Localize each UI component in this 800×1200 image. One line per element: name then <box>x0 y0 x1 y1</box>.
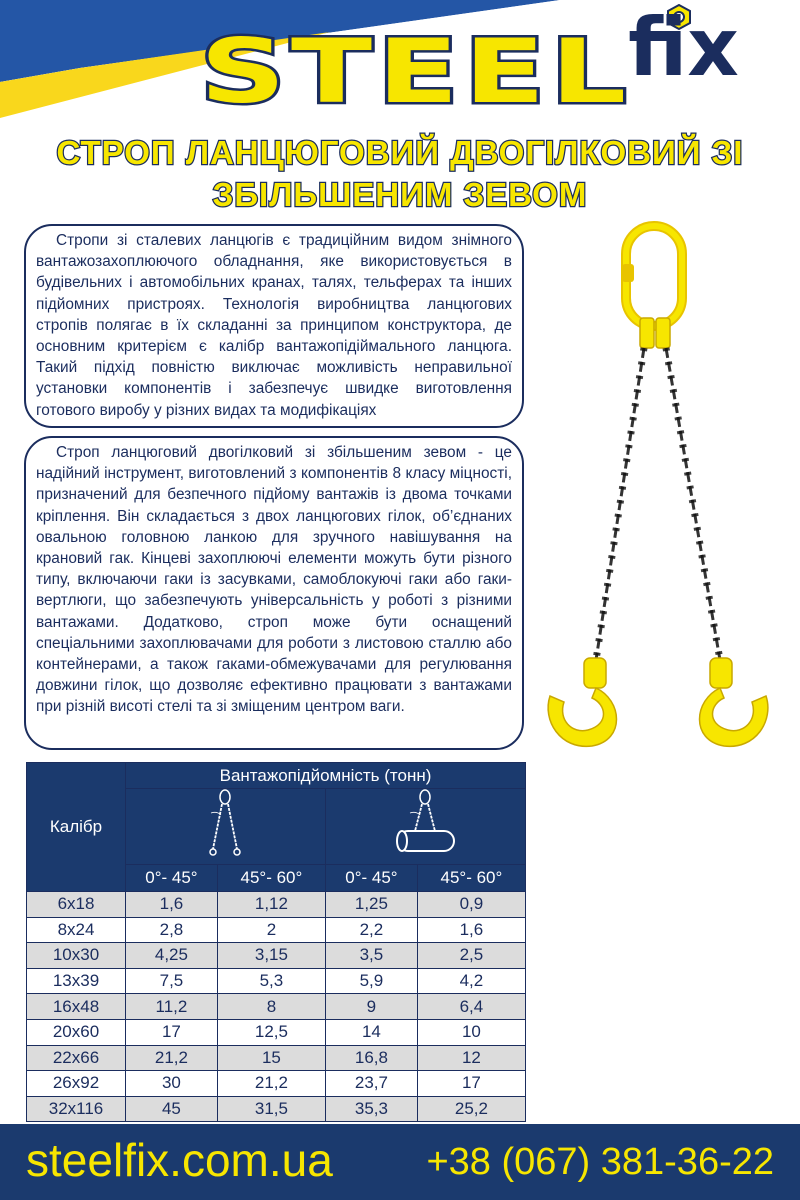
value-cell: 12 <box>417 1045 525 1071</box>
caliber-cell: 16x48 <box>27 994 126 1020</box>
footer <box>0 1124 800 1200</box>
value-cell: 31,5 <box>217 1096 325 1122</box>
angle-header-3: 0°- 45° <box>325 865 417 892</box>
table-row <box>27 1045 526 1071</box>
value-cell: 1,6 <box>126 892 218 918</box>
intro-paragraph: Стропи зі сталевих ланцюгів є традиційним видом знімного вантажозахоплюючого обладнання, яке використовується в будівельних і автомобільних кранах, талях, тельферах та інших підйомних пристроях. Технологія виробництва ланцюгових стропів полягає в їх складанні за принципом конструктора, де основним критерієм є калібр вантажопідіймального ланцюга. Такий підхід повністю виключає можливість неправильної установки компонентів і забезпечує швидке виготовлення готового виробу у різних видах та модифікаціях <box>24 224 524 428</box>
value-cell: 21,2 <box>126 1045 218 1071</box>
two-leg-sling-diagram-icon <box>195 789 255 859</box>
logo-fix-text: fix <box>628 1 739 94</box>
value-cell: 8 <box>217 994 325 1020</box>
value-cell: 4,2 <box>417 968 525 994</box>
value-cell: 9 <box>325 994 417 1020</box>
direct-lift-column-header <box>126 789 326 865</box>
value-cell: 7,5 <box>126 968 218 994</box>
value-cell: 2,2 <box>325 917 417 943</box>
title-line-2: ЗБІЛЬШЕНИМ ЗЕВОМ <box>212 176 588 213</box>
value-cell: 0,9 <box>417 892 525 918</box>
table-row <box>27 943 526 969</box>
caliber-cell: 20x60 <box>27 1019 126 1045</box>
table-row <box>27 1019 526 1045</box>
angle-header-1: 0°- 45° <box>126 865 218 892</box>
value-cell: 17 <box>126 1019 218 1045</box>
table-row <box>27 968 526 994</box>
caliber-header: Калібр <box>27 763 126 892</box>
right-chain <box>666 348 720 660</box>
value-cell: 30 <box>126 1071 218 1097</box>
choke-lift-column-header <box>325 789 525 865</box>
caliber-cell: 32x116 <box>27 1096 126 1122</box>
value-cell: 5,3 <box>217 968 325 994</box>
chain-sling-illustration <box>530 220 790 760</box>
value-cell: 2 <box>217 917 325 943</box>
value-cell: 14 <box>325 1019 417 1045</box>
capacity-header: Вантажопідйомність (тонн) <box>126 763 526 789</box>
value-cell: 12,5 <box>217 1019 325 1045</box>
value-cell: 2,8 <box>126 917 218 943</box>
value-cell: 2,5 <box>417 943 525 969</box>
table-row <box>27 1071 526 1097</box>
value-cell: 1,6 <box>417 917 525 943</box>
value-cell: 11,2 <box>126 994 218 1020</box>
value-cell: 35,3 <box>325 1096 417 1122</box>
website-link[interactable]: steelfix.com.ua <box>26 1134 333 1186</box>
caliber-cell: 26x92 <box>27 1071 126 1097</box>
table-row <box>27 917 526 943</box>
header <box>0 0 800 125</box>
value-cell: 21,2 <box>217 1071 325 1097</box>
value-cell: 16,8 <box>325 1045 417 1071</box>
phone-number[interactable]: +38 (067) 381-36-22 <box>426 1141 774 1183</box>
caliber-cell: 8x24 <box>27 917 126 943</box>
angle-header-4: 45°- 60° <box>417 865 525 892</box>
left-hook-icon <box>548 658 616 746</box>
value-cell: 3,5 <box>325 943 417 969</box>
value-cell: 15 <box>217 1045 325 1071</box>
sling-with-pipe-diagram-icon <box>390 789 460 859</box>
value-cell: 4,25 <box>126 943 218 969</box>
left-chain <box>596 348 644 660</box>
title-line-1: СТРОП ЛАНЦЮГОВИЙ ДВОГІЛКОВИЙ ЗІ <box>56 134 744 171</box>
value-cell: 17 <box>417 1071 525 1097</box>
value-cell: 3,15 <box>217 943 325 969</box>
value-cell: 45 <box>126 1096 218 1122</box>
caliber-cell: 13x39 <box>27 968 126 994</box>
angle-header-2: 45°- 60° <box>217 865 325 892</box>
capacity-table <box>26 762 526 1122</box>
value-cell: 25,2 <box>417 1096 525 1122</box>
table-row <box>27 994 526 1020</box>
description-paragraph: Строп ланцюговий двогілковий зі збільшеним зевом - це надійний інструмент, виготовлений з компонентів 8 класу міцності, призначений для безпечного підйому вантажів із двома точками кріплення. Він складається з двох ланцюгових гілок, об’єднаних овальною головною ланкою для зручного навішування на крановий гак. Кінцеві захоплюючі елементи можуть бути різного типу, включаючи гаки із засувками, самоблокуючі гаки або гаки-вертлюги, що забезпечують універсальність у роботі з різними вантажами. Додатково, строп може бути оснащений спеціальними захоплювачами для роботи з листовою сталлю або контейнерами, а також гаками-обмежувачами для регулювання довжини гілок, що дозволяє ефективно працювати з вантажами при різній висоті стелі та зі зміщеним центром ваги. <box>24 436 524 750</box>
table-row <box>27 1096 526 1122</box>
value-cell: 1,25 <box>325 892 417 918</box>
caliber-cell: 10x30 <box>27 943 126 969</box>
value-cell: 1,12 <box>217 892 325 918</box>
value-cell: 10 <box>417 1019 525 1045</box>
table-row <box>27 892 526 918</box>
value-cell: 5,9 <box>325 968 417 994</box>
right-hook-icon <box>700 658 768 746</box>
caliber-cell: 6x18 <box>27 892 126 918</box>
value-cell: 23,7 <box>325 1071 417 1097</box>
caliber-cell: 22x66 <box>27 1045 126 1071</box>
logo-steel-text: STEEL <box>200 20 632 123</box>
value-cell: 6,4 <box>417 994 525 1020</box>
page-title <box>30 132 770 216</box>
